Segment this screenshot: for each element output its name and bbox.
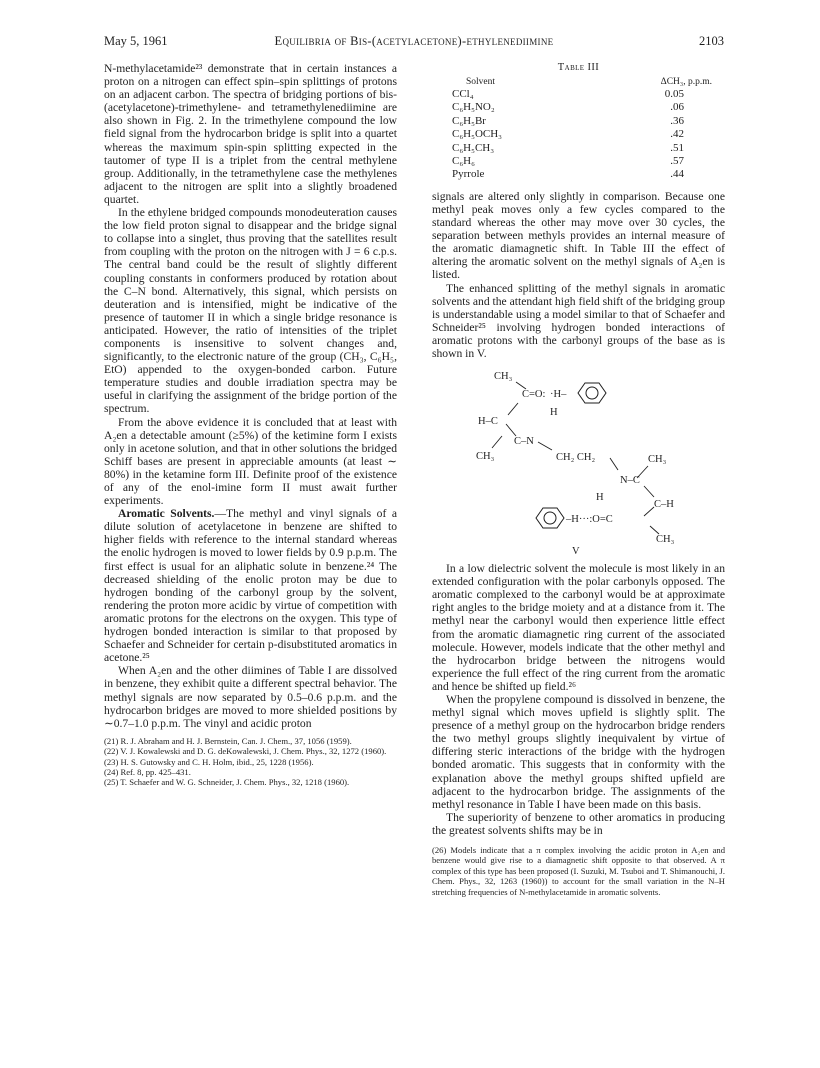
shift-cell: .51 (670, 141, 684, 154)
aromatic-solvents-paragraph (104, 507, 397, 664)
body-paragraph: The superiority of benzene to other aromatics in producing the greatest solvents shifts may be in (432, 810, 725, 837)
reference-item: (21) R. J. Abraham and H. J. Bernstein, Can. J. Chem., 37, 1056 (1959). (104, 735, 352, 746)
atom-label: C=O: (522, 389, 546, 401)
reference-item: (23) H. S. Gutowsky and C. H. Holm, ibid., 25, 1228 (1956). (104, 756, 314, 767)
atom-label: CH₃ (656, 534, 675, 546)
body-paragraph: The enhanced splitting of the methyl signals in aromatic solvents and the attendant high field shift of the bridging group is understandable using a model similar to that of Schaefer and Schneider²⁵ involving hydrogen bonded interactions of aromatic protons with the carbonyl groups of the base as is shown in V. (432, 281, 726, 360)
solvent-cell: CCl₄ (452, 88, 474, 100)
issue-date: May 5, 1961 (104, 34, 168, 48)
solvent-cell: C₆H₅OCH₃ (452, 128, 503, 141)
table-row (452, 155, 712, 168)
shift-cell: .36 (670, 114, 684, 127)
body-paragraph: When the propylene compound is dissolved in benzene, the methyl signal which moves upfield is slightly split. The presence of a methyl group on the hydrocarbon bridge renders the two methyl groups slightly inequivalent by virtue of differing steric interactions of the bridge with the hydrogen bonded aromatic. This suggests that in conformity with the explanation above the methyl groups shifted upfield are adjacent to the hydrocarbon bridge. The assignments of the methyl resonance in Table I have been made on this basis. (432, 693, 725, 811)
paragraph-text: —The methyl and vinyl signals of a dilute solution of acetylacetone in benzene are shifted to higher fields with reference to the internal standard whereas the enolic hydrogen is moved to lower fields by 0.9 p.p.m. The first effect is usual for an aliphatic solute in benzene.²⁴ The decreased shielding of the enolic proton may be due to hydrogen bonding of the carbonyl group by the solvent, rendering the proton more acidic by virtue of competition with aromatic protons for the electrons on the oxygen. This type of hydrogen bonded interaction is similar to that proposed by Schaefer and Schneider for certain p-disubstituted aromatics in acetone.²⁵ (104, 507, 397, 665)
atom-label: CH₃ (476, 451, 495, 463)
left-column (104, 62, 397, 788)
page-header (104, 34, 724, 50)
body-paragraph: In the ethylene bridged compounds monodeuteration causes the low field proton signal to disappear and the bridge signal to collapse into a singlet, thus proving that the satellites result from coupling with the proton on the nitrogen with J = 6 c.p.s. The central band could be the result of slightly different coupling constants in conformers produced by rotation about the C–N bond. Alternatively, this signal, which persists on deuteration and is intensified, might be indicative of the presence of tautomer II in which a single bridge resonance is anticipated. However, the ratio of intensities of the triplet components is insensitive to solvent changes and, significantly, to the electronic nature of the group (CH₃, C₆H₅, EtO) appended to the oxygen-bonded carbon. Future temperature studies and double irradiation spectra may be useful in clarifying the assignment of the bridge portion of the spectrum. (104, 206, 397, 416)
atom-label: N–C (620, 475, 640, 487)
atom-label: C–N (514, 436, 534, 448)
body-paragraph: When A₂en and the other diimines of Table I are dissolved in benzene, they exhibit quite a different spectral behavior. The methyl signals are now separated by 0.5–0.6 p.p.m. and the hydrocarbon bridges are moved to more shielded positions by ∼0.7–1.0 p.p.m. The vinyl and acidic proton (104, 664, 397, 730)
running-title: Equilibria of Bis-(acetylacetone)-ethylenediimine (274, 34, 554, 48)
body-paragraph: In a low dielectric solvent the molecule is most likely in an extended configuration with the polar carbonyls opposed. The aromatic complexed to the carbonyl would be at approximate right angles to the bridge moiety and at a distance from it. The methyl near the carbonyl would then experience little effect from the aromatic diamagnetic ring current of the associated molecule. However, models indicate that the other methyl and the hydrocarbon bridge between the nitrogens would experience the full effect of the ring current from the aromatic and hence be shifted up field.²⁶ (432, 562, 725, 693)
structure-label: V (572, 546, 580, 557)
atom-label: CH₃ (648, 454, 667, 466)
reference-item: (22) V. J. Kowalewski and D. G. deKowalewski, J. Chem. Phys., 32, 1272 (1960). (104, 746, 387, 757)
solvent-cell: Pyrrole (452, 168, 485, 181)
solvent-cell: C₆H₅Br (452, 114, 486, 127)
shift-cell: 0.05 (664, 88, 684, 100)
benzene-ring-icon (578, 383, 606, 403)
shift-cell: .42 (670, 128, 684, 141)
reference-item: (25) T. Schaefer and W. G. Schneider, J. Chem. Phys., 32, 1218 (1960). (104, 777, 350, 788)
right-column (432, 62, 725, 897)
atom-label: C–H (654, 499, 674, 511)
shift-cell: .44 (670, 168, 684, 181)
atom-label: H (596, 492, 604, 504)
shift-cell: .57 (670, 155, 684, 168)
table-row (452, 115, 712, 128)
atom-label: H (550, 407, 558, 419)
footnote: (26) Models indicate that a π complex involving the acidic proton in A₂en and benzene would give rise to a diamagnetic shift opposite to that observed. A π complex of this type has been proposed (I. Suzuki, M. Tsuboi and T. Shimanouchi, J. Chem. Phys., 32, 1263 (1960)) to account for the small variation in the N–H stretching frequencies of N-methylacetamide in aromatic solvents. (432, 845, 725, 897)
solvent-shift-table (452, 77, 712, 182)
table-row (452, 128, 712, 141)
solvent-cell: C₆H₆ (452, 155, 475, 168)
atom-label: H–C (478, 416, 498, 428)
solvent-cell: C₆H₅NO₂ (452, 101, 495, 114)
reference-list (104, 736, 397, 788)
table-row (452, 88, 712, 101)
body-paragraph: signals are altered only slightly in comparison. Because one methyl peak moves only a few cycles compared to the standard whereas the other may move over 30 cycles, the separation between methyls provides an internal measure of the aromatic diamagnetic shift. In Table III the effect of altering the aromatic solvent on the methyl signals of A₂en is listed. (432, 189, 725, 282)
atom-label: ·H– (550, 389, 567, 401)
table-row (452, 101, 712, 114)
shift-cell: .06 (670, 101, 684, 114)
table-row (452, 142, 712, 155)
table-row (452, 168, 712, 181)
atom-label: CH₂ CH₂ (556, 452, 596, 464)
section-heading: Aromatic Solvents. (118, 507, 215, 521)
benzene-ring-icon (536, 508, 564, 528)
page-number: 2103 (699, 34, 724, 48)
table-caption: Table III (557, 62, 600, 73)
table-header-solvent: Solvent (466, 77, 496, 87)
atom-label: CH₃ (494, 371, 513, 383)
table-header-shift: ΔCH₃, p.p.m. (660, 77, 712, 87)
solvent-cell: C₆H₅CH₃ (452, 141, 495, 154)
body-paragraph: N-methylacetamide²³ demonstrate that in certain instances a proton on a nitrogen can effect spin–spin splittings of protons on an adjacent carbon. The spectra of bridging portions of bis-(acetylacetone)-trimethylene- and tetramethylenediimine are also shown in Fig. 2. In the trimethylene compound the low field signal from the hydrocarbon bridge is split into a quartet whereas the maximum spin-spin splitting expected in the tautomer of type II is a triplet from the central methylene group. Additionally, in the tetramethylene case the methylenes adjacent to the nitrogen are split into a slightly broadened quartet. (104, 62, 397, 206)
structure-v-diagram (432, 366, 725, 556)
body-paragraph: From the above evidence it is concluded that at least with A₂en a detectable amount (≥5%) of the ketimine form I exists only in acetone solution, and that in other solutions the bridged Schiff bases are present in appreciable amounts (at least ∼ 80%) in the ketamine form III. Definite proof of the existence of any of the enol-imine form II must await further experiments. (104, 415, 397, 508)
reference-item: (24) Ref. 8, pp. 425–431. (104, 767, 191, 777)
atom-label: –H···:O=C (566, 514, 613, 526)
